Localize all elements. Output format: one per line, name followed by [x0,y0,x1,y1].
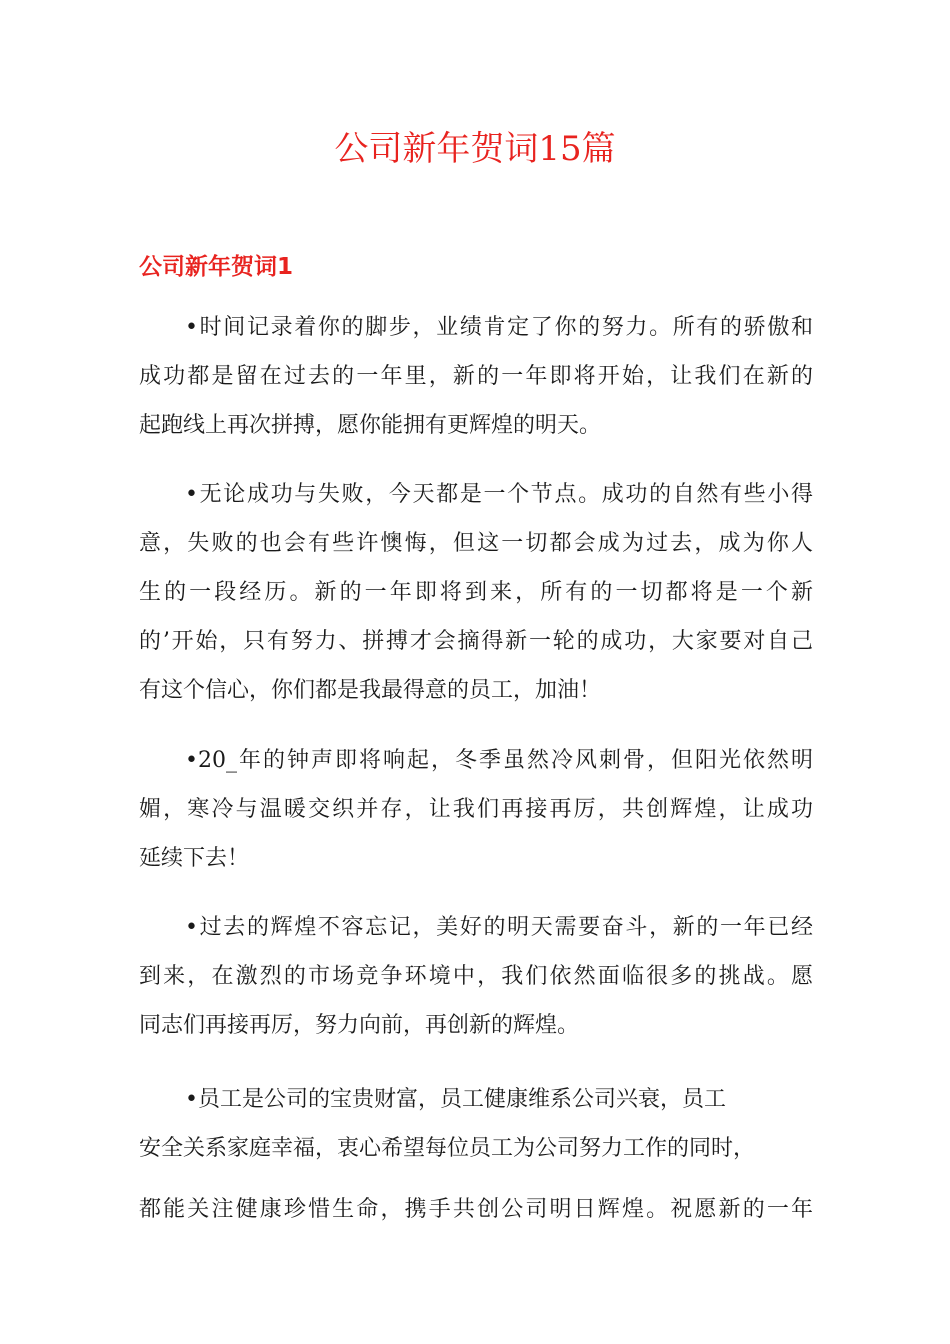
paragraph-line: 生的一段经历。新的一年即将到来，所有的一切都将是一个新 [139,580,813,605]
paragraph-line: •过去的辉煌不容忘记，美好的明天需要奋斗，新的一年已经 [185,915,813,940]
paragraph-5 [139,1075,813,1234]
paragraph-line: 都能关注健康珍惜生命，携手共创公司明日辉煌。祝愿新的一年 [139,1197,813,1222]
paragraph-line: 到来，在激烈的市场竞争环境中，我们依然面临很多的挑战。愿 [139,964,813,989]
paragraph-4 [139,903,813,1050]
paragraph-line: 起跑线上再次拼搏，愿你能拥有更辉煌的明天。 [139,413,602,438]
paragraph-line: •员工是公司的宝贵财富，员工健康维系公司兴衰，员工 [185,1087,726,1112]
paragraph-line: 安全关系家庭幸福，衷心希望每位员工为公司努力工作的同时， [139,1136,756,1161]
section-heading: 公司新年贺词1 [139,254,294,280]
paragraph-line: 意，失败的也会有些许懊悔，但这一切都会成为过去，成为你人 [139,531,813,556]
document-title: 公司新年贺词15篇 [334,129,616,169]
paragraph-line: 成功都是留在过去的一年里，新的一年即将开始，让我们在新的 [139,364,813,389]
paragraph-line: •无论成功与失败，今天都是一个节点。成功的自然有些小得 [185,482,813,507]
paragraph-3 [139,736,813,883]
paragraph-line: 有这个信心，你们都是我最得意的员工，加油！ [139,678,602,703]
paragraph-2 [139,470,813,715]
paragraph-line: 的’开始，只有努力、拼搏才会摘得新一轮的成功，大家要对自己 [139,629,813,654]
paragraph-line: •20_年的钟声即将响起，冬季虽然冷风刺骨，但阳光依然明 [185,748,813,773]
paragraph-1 [139,303,813,450]
paragraph-line: 媚，寒冷与温暖交织并存，让我们再接再厉，共创辉煌，让成功 [139,797,813,822]
paragraph-line: •时间记录着你的脚步，业绩肯定了你的努力。所有的骄傲和 [185,315,813,340]
paragraph-line: 同志们再接再厉，努力向前，再创新的辉煌。 [139,1013,580,1038]
paragraph-line: 延续下去！ [139,846,250,871]
